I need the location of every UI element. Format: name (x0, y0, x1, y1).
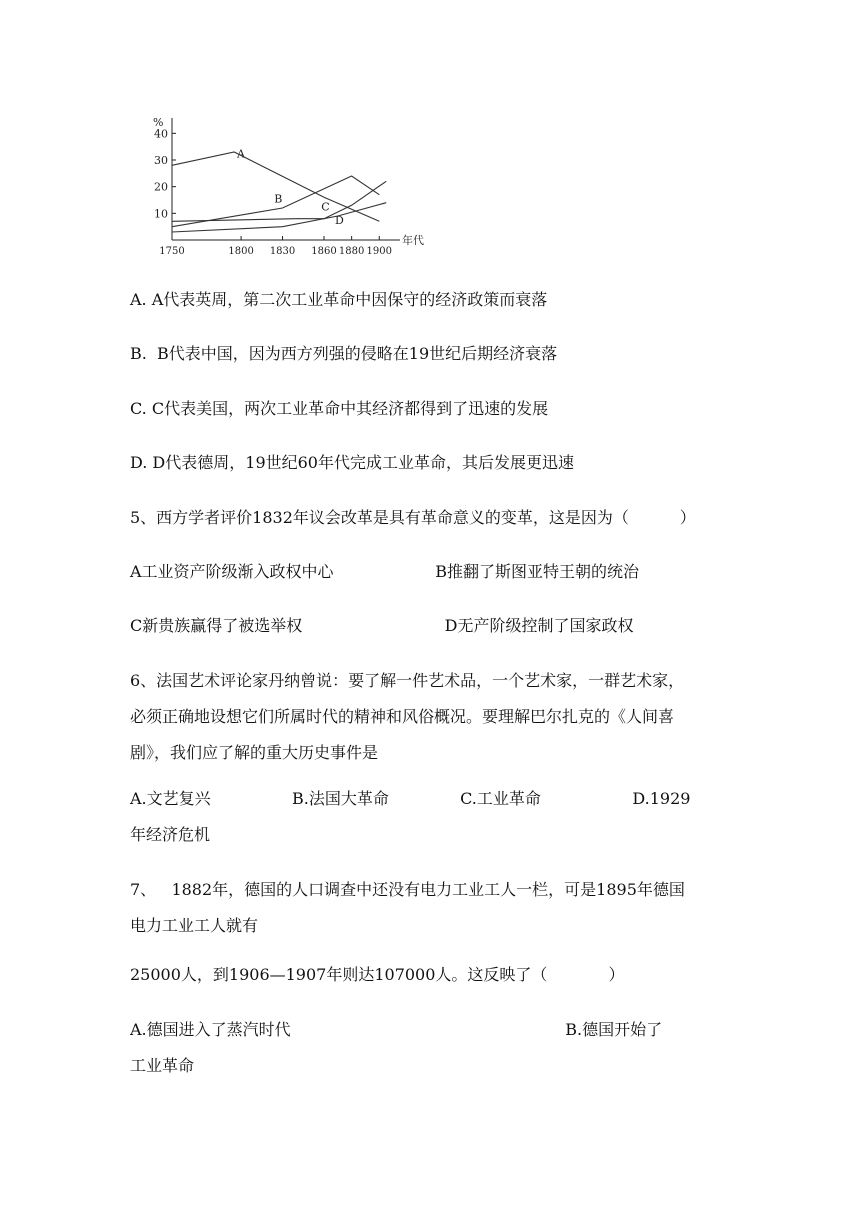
x-tick-label: 1830 (269, 246, 296, 257)
y-axis-label: % (153, 116, 164, 129)
y-tick-label: 20 (154, 180, 168, 194)
x-tick-label: 1750 (159, 246, 185, 257)
series-label-c: C (321, 200, 330, 214)
series-line-d (172, 200, 386, 232)
q5-options-ab: A工业资产阶级渐入政权中心 B推翻了斯图亚特王朝的统治 (130, 562, 640, 581)
series-label-d: D (335, 214, 344, 227)
y-tick-label: 10 (154, 207, 168, 221)
option-a: A. A代表英周，第二次工业革命中因保守的经济政策而衰落 (130, 290, 548, 309)
q7-options-wrap: 工业革命 (130, 1056, 195, 1075)
x-axis-label: 年代 (402, 234, 424, 247)
y-tick-label: 30 (154, 154, 168, 167)
x-tick-label: 1900 (366, 246, 392, 257)
x-tick-label: 1860 (311, 246, 337, 257)
y-tick-label: 40 (154, 127, 168, 141)
option-d: D. D代表德周，19世纪60年代完成工业革命，其后发展更迅速 (130, 453, 574, 472)
x-tick-label: 1800 (228, 246, 254, 257)
series-label-a: A (236, 147, 245, 161)
line-chart (150, 112, 440, 257)
q6-options-wrap: 年经济危机 (130, 825, 211, 844)
x-tick-label: 1880 (338, 246, 365, 257)
question-6-line3: 剧》，我们应了解的重大历史事件是 (130, 743, 379, 762)
question-7-line3: 25000人，到1906—1907年则达107000人。这反映了（ ） (130, 965, 625, 984)
option-c: C. C代表美国，两次工业革命中其经济都得到了迅速的发展 (130, 399, 549, 418)
q7-options: A.德国进入了蒸汽时代 B.德国开始了 (130, 1020, 663, 1039)
series-line-a (172, 152, 379, 221)
q5-options-cd: C新贵族赢得了被选举权 D无产阶级控制了国家政权 (130, 616, 634, 635)
question-7-line1: 7、 1882年，德国的人口调查中还没有电力工业工人一栏，可是1895年德国 (130, 880, 685, 899)
series-label-b: B (274, 192, 283, 206)
question-6-line1: 6、法国艺术评论家丹纳曾说：要了解一件艺术品，一个艺术家，一群艺术家， (130, 671, 685, 690)
q6-options: A.文艺复兴 B.法国大革命 C.工业革命 D.1929 (130, 789, 691, 808)
question-5: 5、西方学者评价1832年议会改革是具有革命意义的变革，这是因为（ ） (130, 508, 696, 527)
question-7-line2: 电力工业工人就有 (130, 916, 259, 935)
question-6-line2: 必须正确地设想它们所属时代的精神和风俗概况。要理解巴尔扎克的《人间喜 (130, 707, 675, 726)
option-b: B. B代表中国，因为西方列强的侵略在19世纪后期经济衰落 (130, 344, 558, 363)
